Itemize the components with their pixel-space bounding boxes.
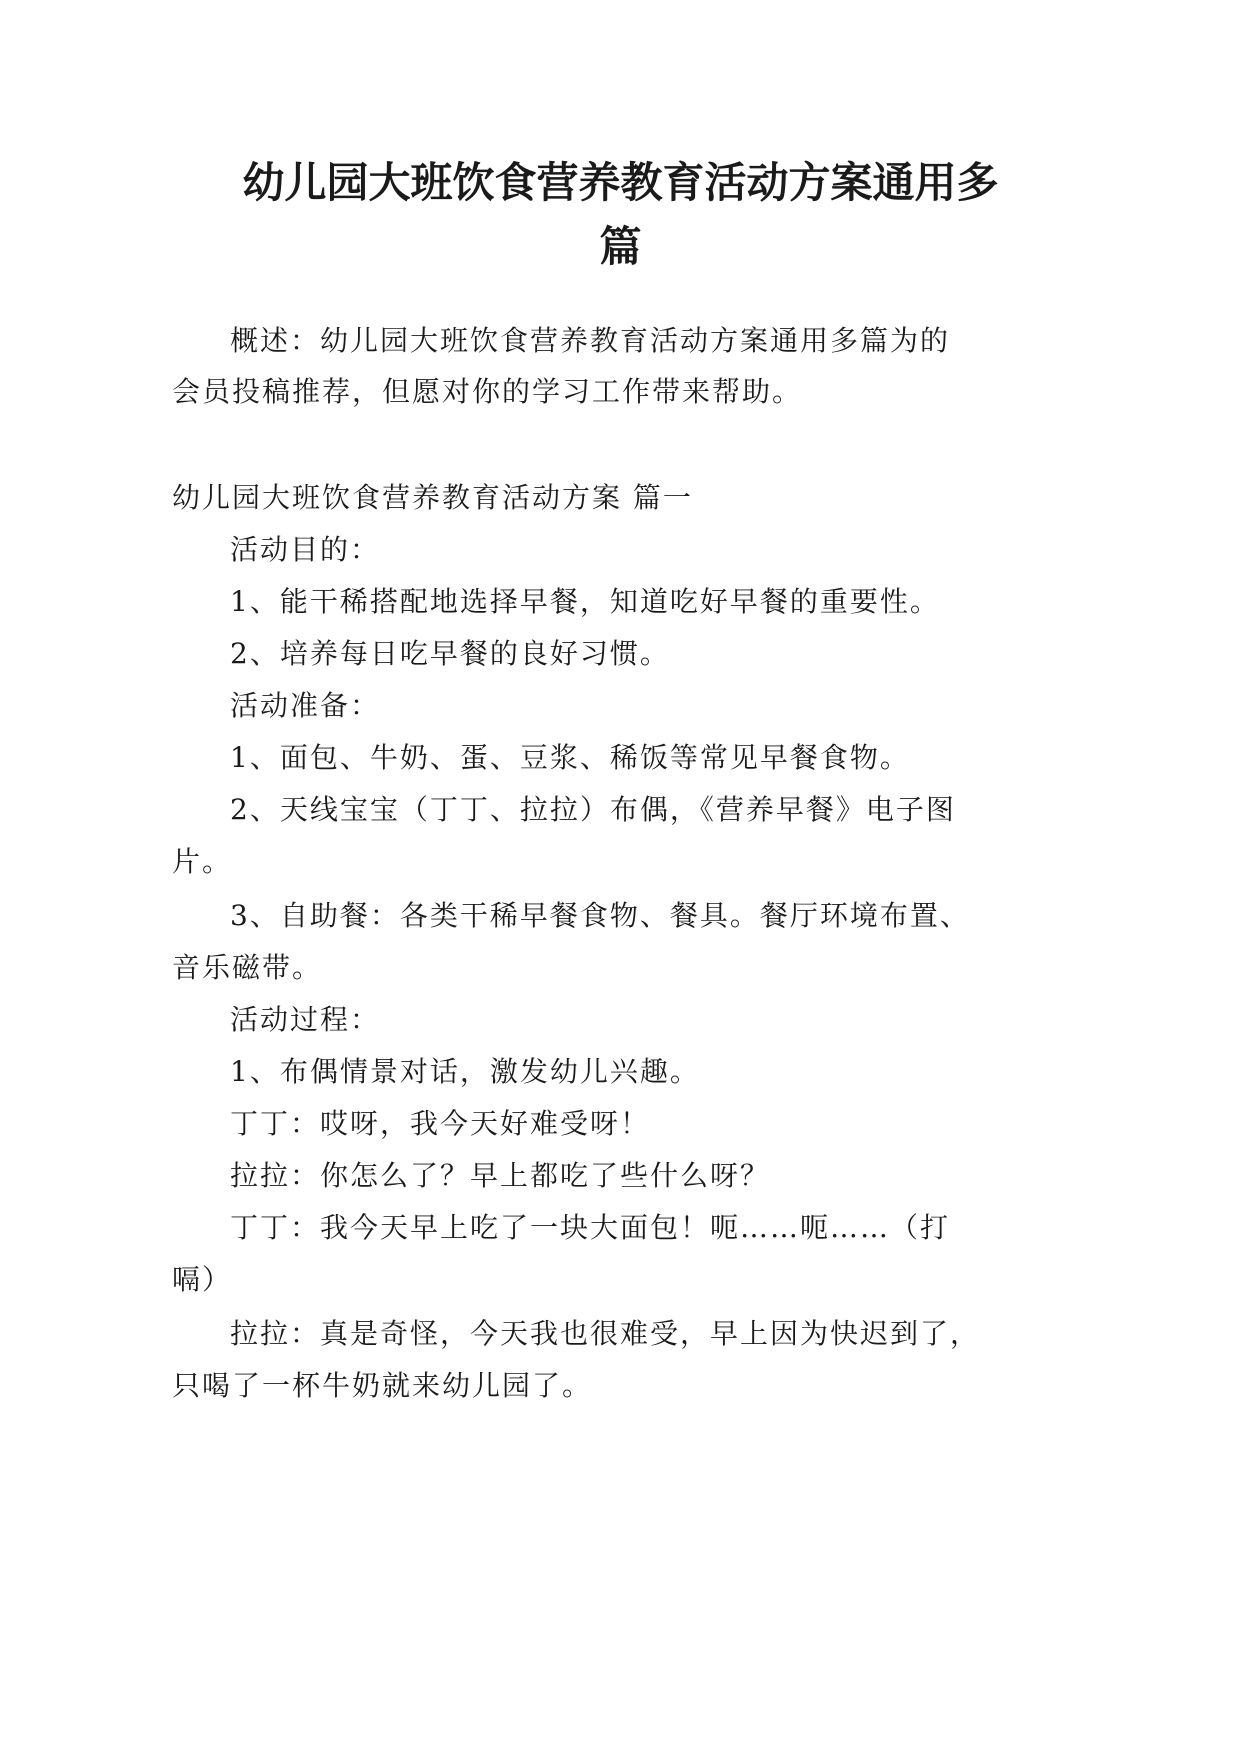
prep-item-3-line-2: 音乐磁带。 bbox=[172, 951, 323, 984]
prep-label: 活动准备： bbox=[230, 689, 381, 722]
dialog-line-4-part-1: 拉拉：真是奇怪，今天我也很难受，早上因为快迟到了， bbox=[230, 1317, 981, 1350]
document-title-line-2: 篇 bbox=[599, 222, 642, 271]
dialog-line-2: 拉拉：你怎么了？早上都吃了些什么呀？ bbox=[230, 1159, 771, 1192]
goal-label: 活动目的： bbox=[230, 533, 381, 566]
process-label: 活动过程： bbox=[230, 1003, 381, 1036]
prep-item-2-line-1: 2、天线宝宝（丁丁、拉拉）布偶，《营养早餐》电子图 bbox=[230, 793, 956, 826]
section-heading: 幼儿园大班饮食营养教育活动方案 篇一 bbox=[172, 481, 693, 514]
summary-line-2: 会员投稿推荐，但愿对你的学习工作带来帮助。 bbox=[172, 375, 803, 408]
dialog-line-4-part-2: 只喝了一杯牛奶就来幼儿园了。 bbox=[172, 1369, 593, 1402]
goal-item-2: 2、培养每日吃早餐的良好习惯。 bbox=[230, 637, 670, 670]
document-title-line-1: 幼儿园大班饮食营养教育活动方案通用多 bbox=[242, 158, 999, 207]
prep-item-3-line-1: 3、自助餐：各类干稀早餐食物、餐具。餐厅环境布置、 bbox=[230, 899, 970, 932]
dialog-line-3-part-1: 丁丁：我今天早上吃了一块大面包！呃……呃……（打 bbox=[230, 1211, 951, 1244]
dialog-line-1: 丁丁：哎呀，我今天好难受呀！ bbox=[230, 1107, 651, 1140]
summary-line-1: 概述：幼儿园大班饮食营养教育活动方案通用多篇为的 bbox=[230, 324, 951, 357]
dialog-line-3-part-2: 嗝） bbox=[172, 1263, 233, 1296]
goal-item-1: 1、能干稀搭配地选择早餐，知道吃好早餐的重要性。 bbox=[230, 585, 940, 618]
process-item-1: 1、布偶情景对话，激发幼儿兴趣。 bbox=[230, 1055, 700, 1088]
prep-item-1: 1、面包、牛奶、蛋、豆浆、稀饭等常见早餐食物。 bbox=[230, 741, 910, 774]
prep-item-2-line-2: 片。 bbox=[172, 845, 233, 878]
